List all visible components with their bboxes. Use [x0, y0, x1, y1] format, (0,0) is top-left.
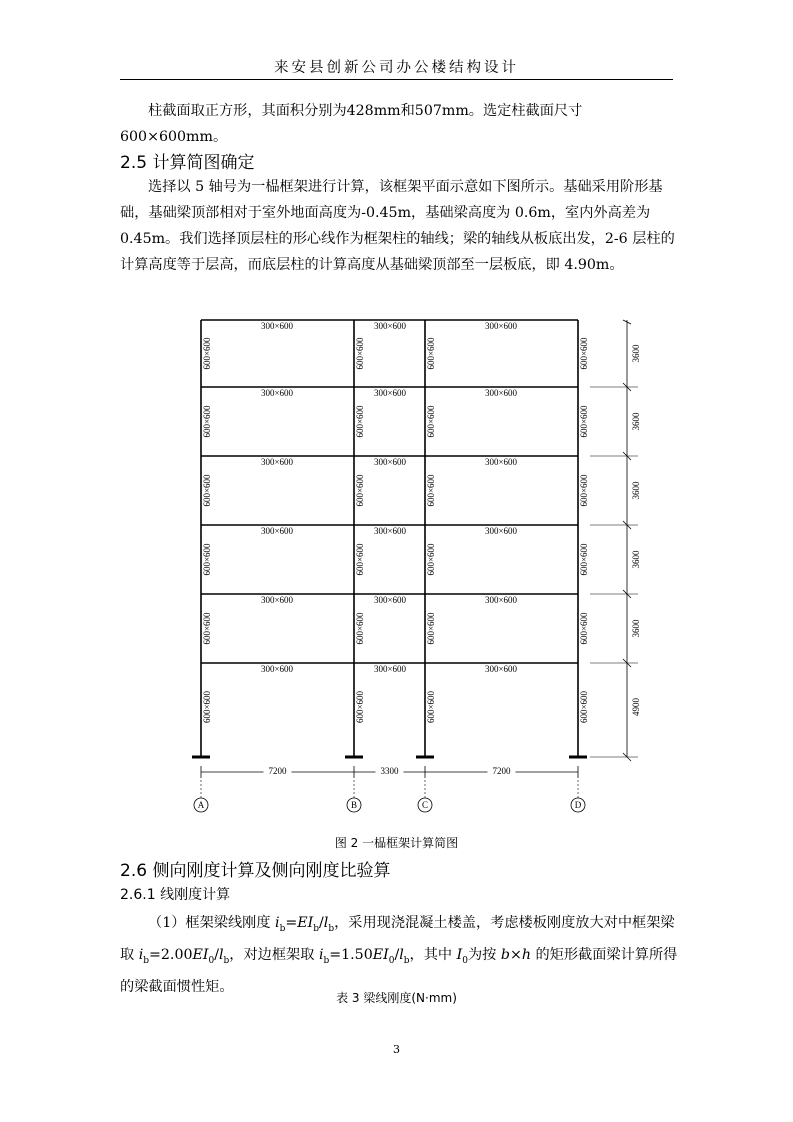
column-size-label: 600×600 [202, 543, 213, 576]
column-size-label: 600×600 [579, 612, 590, 645]
section-heading-2-5: 2.5 计算简图确定 [120, 153, 255, 173]
text-run: / [394, 946, 400, 963]
column-size-label: 600×600 [426, 474, 437, 507]
text-run: （1）框架梁线刚度 [148, 915, 276, 931]
story-height-label: 3600 [631, 550, 642, 569]
column-size-label: 600×600 [202, 474, 213, 507]
formula-var: h [521, 946, 531, 963]
text-run: =2.00 [149, 946, 193, 963]
header-rule [120, 79, 673, 80]
page-number: 3 [393, 1043, 400, 1056]
column-size-label: 600×600 [355, 543, 366, 576]
formula-sub: b [313, 923, 319, 934]
beam-size-label: 300×600 [484, 526, 518, 537]
frame-diagram [190, 310, 650, 822]
formula-var: I [456, 946, 463, 963]
formula-var: i [318, 946, 324, 963]
story-height-label: 3600 [631, 481, 642, 500]
story-height-label: 3600 [631, 412, 642, 431]
formula-sub: b [223, 955, 230, 966]
paragraph-column-section: 柱截面取正方形，其面积分别为428mm和507mm。选定柱截面尺寸600×600mm。 [120, 103, 583, 145]
formula-var: i [138, 946, 144, 963]
beam-size-label: 300×600 [484, 664, 518, 675]
formula-var: EI [372, 946, 389, 963]
text-run: ，对边框架取 [229, 946, 319, 963]
beam-size-label: 300×600 [484, 595, 518, 606]
formula-sub: b [403, 955, 410, 966]
text-run: =1.50 [329, 946, 373, 963]
column-size-label: 600×600 [355, 474, 366, 507]
table-caption: 表 3 梁线刚度(N·mm) [336, 991, 457, 1005]
column-size-label: 600×600 [426, 690, 437, 724]
column-size-label: 600×600 [579, 690, 590, 724]
beam-size-label: 300×600 [260, 526, 294, 537]
column-size-label: 600×600 [202, 405, 213, 438]
beam-size-label: 300×600 [260, 388, 294, 399]
formula-sub: 0 [462, 955, 468, 966]
column-size-label: 600×600 [426, 405, 437, 438]
formula-sub: 0 [208, 955, 215, 966]
axis-label-d: D [574, 800, 582, 811]
text-run: / [318, 915, 324, 931]
section-heading-2-6: 2.6 侧向刚度计算及侧向刚度比验算 [120, 861, 391, 881]
story-height-label: 3600 [631, 619, 642, 638]
formula-var: b [500, 946, 510, 963]
formula-var: i [275, 915, 280, 931]
beam-size-label: 300×600 [484, 457, 518, 468]
text-run: 为按 [467, 946, 501, 963]
axis-label-c: C [421, 800, 429, 811]
column-size-label: 600×600 [579, 337, 590, 370]
axis-label-a: A [197, 800, 205, 811]
beam-size-label: 300×600 [260, 457, 294, 468]
formula-sub: b [279, 923, 286, 934]
beam-size-label: 300×600 [373, 595, 407, 606]
story-height-label: 4900 [631, 698, 642, 716]
column-size-label: 600×600 [202, 690, 213, 724]
text-run: 的矩形截面梁计算所得的梁截面惯性矩。 [120, 946, 678, 995]
text-run: ，采用现浇混凝土楼盖，考虑楼板刚度放大对中框架梁取 [120, 915, 675, 963]
beam-size-label: 300×600 [373, 664, 407, 675]
beam-size-label: 300×600 [260, 595, 294, 606]
column-size-label: 600×600 [355, 405, 366, 438]
formula-sub: 0 [388, 955, 395, 966]
formula-var: l [218, 946, 224, 963]
column-size-label: 600×600 [355, 612, 366, 645]
formula-sub: b [323, 955, 330, 966]
beam-size-label: 300×600 [373, 457, 407, 468]
text-run: / [214, 946, 219, 963]
beam-size-label: 300×600 [373, 388, 407, 399]
column-size-label: 600×600 [202, 337, 213, 370]
story-height-label: 3600 [631, 344, 642, 363]
formula-sub: b [143, 955, 150, 966]
formula-var: EI [192, 946, 209, 963]
span-dimension-label: 3300 [380, 766, 399, 777]
column-size-label: 600×600 [426, 612, 437, 645]
column-size-label: 600×600 [579, 474, 590, 507]
formula-var: l [323, 915, 329, 931]
beam-size-label: 300×600 [260, 321, 294, 332]
formula-var: l [399, 946, 404, 963]
paragraph-2-5: 选择以 5 轴号为一榀框架进行计算，该框架平面示意如下图所示。基础采用阶形基础，基础梁顶部相对于室外地面高度为-0.45m，基础梁高度为 0.6m，室内外高差为 0.45m。我们选择顶层柱的形心线作为框架柱的轴线；梁的轴线从板底出发，2-6 层柱的计算高度等于层高，而底层柱的计算高度从基础梁顶部至一层板底，即 4.90m。 [120, 179, 675, 273]
text-run: ，其中 [409, 946, 457, 963]
formula-sub: b [328, 923, 335, 934]
text-run: = [285, 915, 298, 931]
column-size-label: 600×600 [579, 543, 590, 576]
span-dimension-label: 7200 [492, 766, 511, 777]
beam-size-label: 300×600 [484, 388, 518, 399]
beam-size-label: 300×600 [373, 321, 407, 332]
axis-label-b: B [350, 800, 358, 811]
column-size-label: 600×600 [579, 405, 590, 438]
column-size-label: 600×600 [426, 543, 437, 576]
column-size-label: 600×600 [426, 337, 437, 370]
text-run: × [509, 946, 522, 963]
column-size-label: 600×600 [202, 612, 213, 645]
column-size-label: 600×600 [355, 337, 366, 370]
figure-caption: 图 2 一榀框架计算简图 [334, 836, 459, 850]
beam-size-label: 300×600 [484, 321, 518, 332]
section-heading-2-6-1: 2.6.1 线刚度计算 [120, 887, 231, 903]
beam-size-label: 300×600 [373, 526, 407, 537]
paragraph-2-6-1 [120, 910, 680, 1000]
formula-var: EI [297, 915, 314, 931]
span-dimension-label: 7200 [268, 766, 287, 777]
document-header: 来安县创新公司办公楼结构设计 [274, 60, 519, 76]
column-size-label: 600×600 [355, 690, 366, 724]
beam-size-label: 300×600 [260, 664, 294, 675]
